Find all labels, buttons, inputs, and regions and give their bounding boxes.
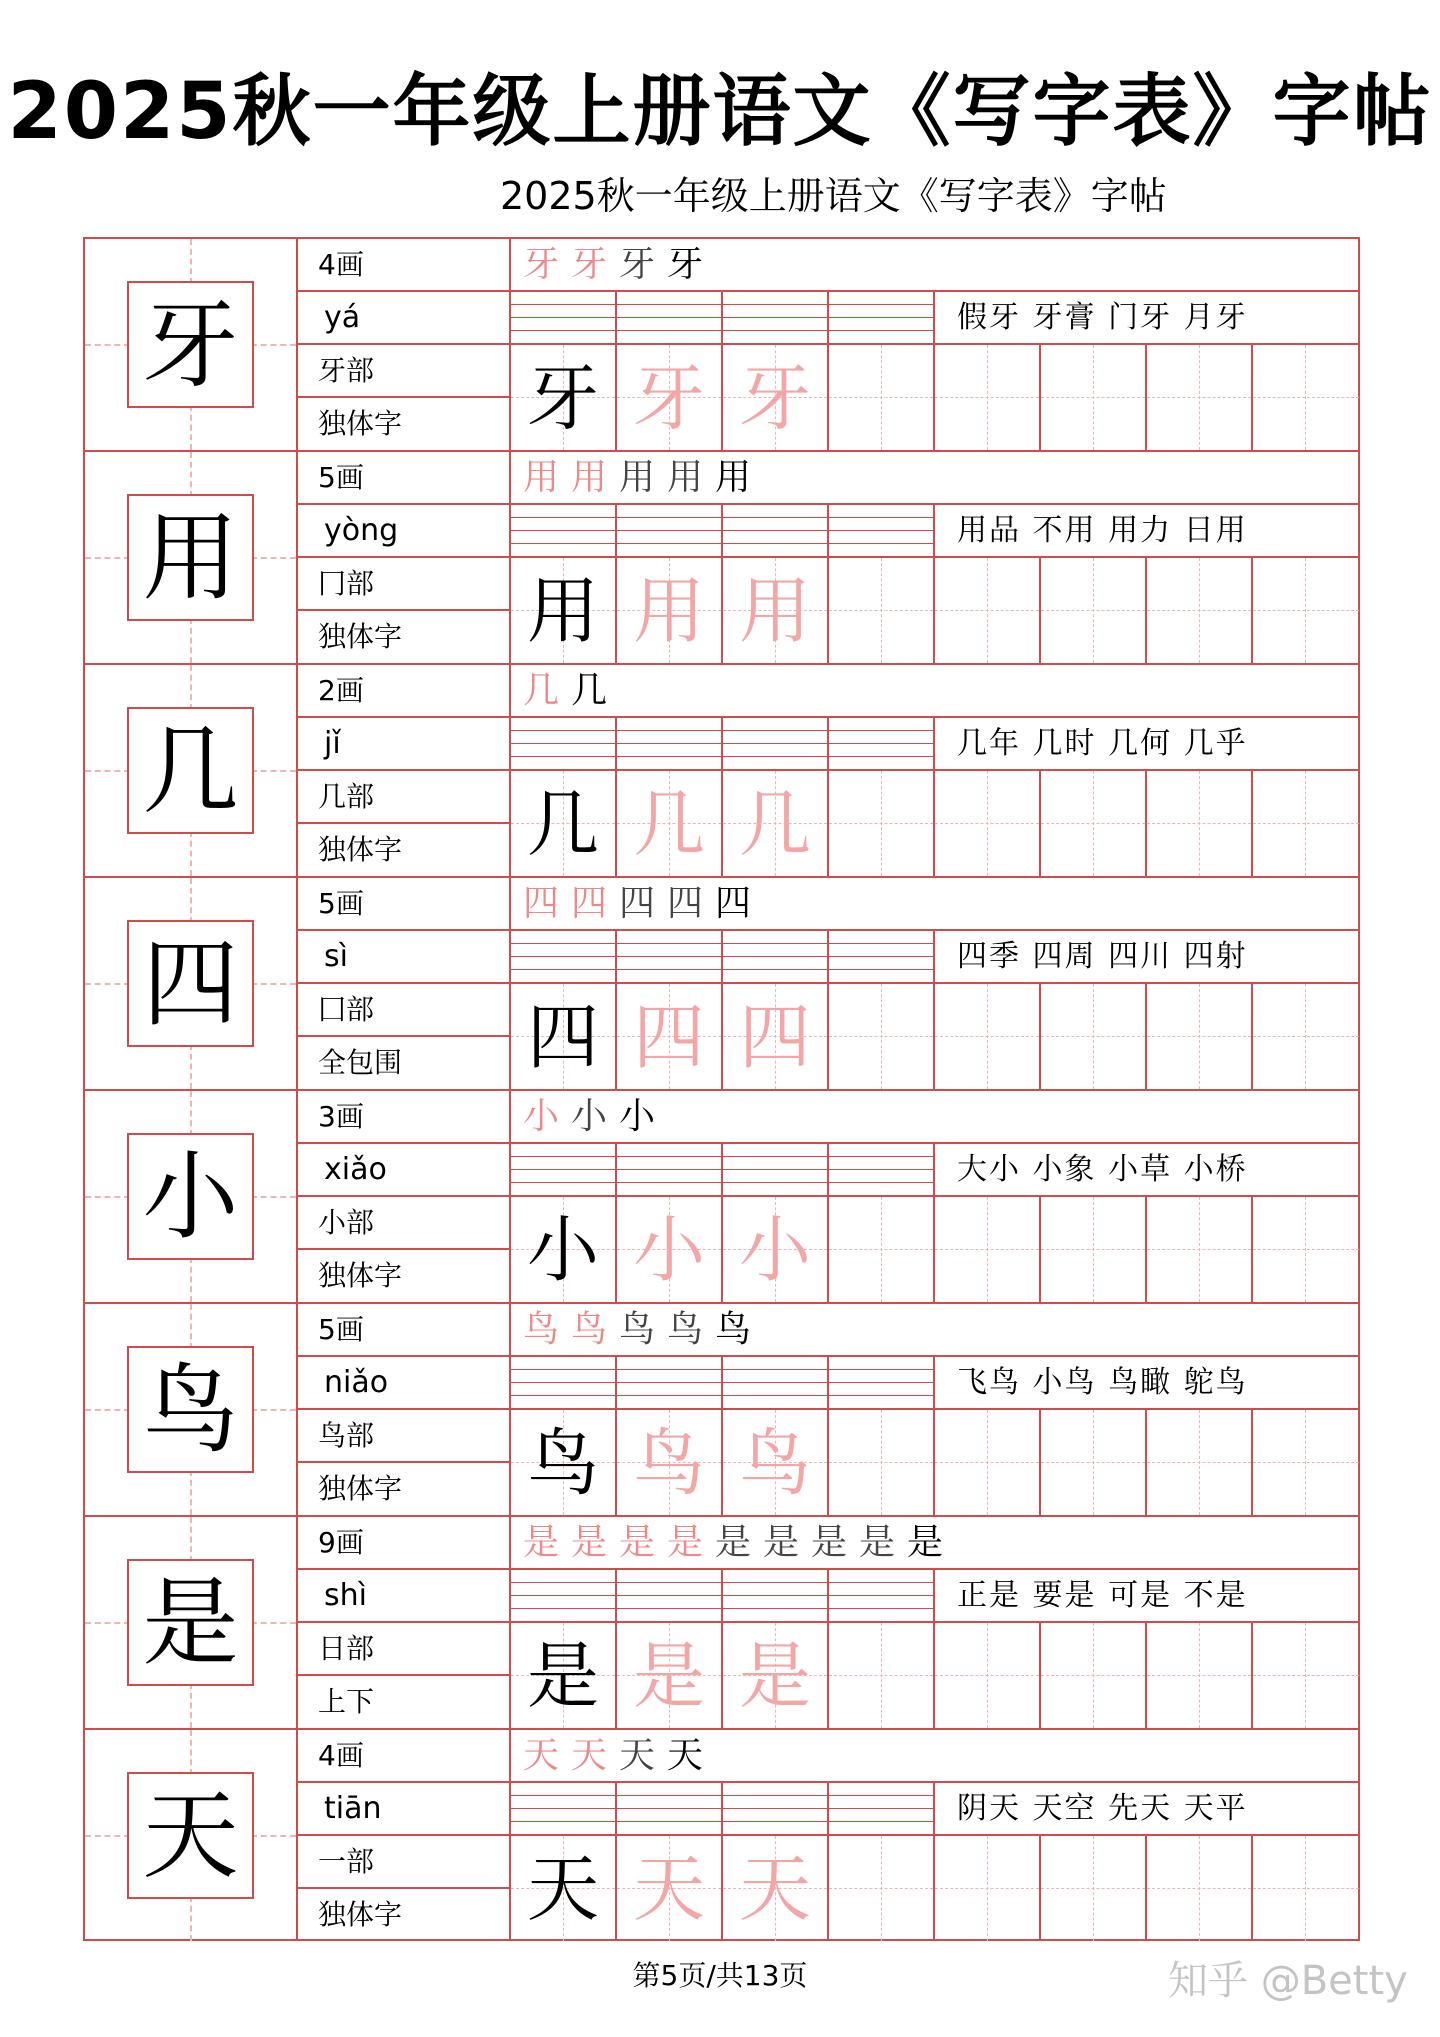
trace-character: 天 (632, 1846, 705, 1931)
stroke-order-step: 是 (762, 1522, 799, 1563)
stroke-count: 3画 (298, 1091, 509, 1144)
pinyin-writing-cell (723, 718, 829, 769)
pinyin-writing-cell (723, 931, 829, 982)
pinyin-writing-cell (617, 1144, 723, 1195)
trace-character: 用 (632, 568, 705, 653)
vocabulary-words: 用品 不用 用力 日用 (957, 513, 1248, 548)
pinyin-writing-cell (617, 1570, 723, 1621)
stroke-order-step: 鸟 (522, 1309, 559, 1350)
stroke-order-step: 是 (810, 1522, 847, 1563)
stroke-order-step: 鸟 (618, 1309, 655, 1350)
radical: 冂部 (298, 558, 509, 611)
character-entry (85, 452, 1358, 665)
stroke-order-step: 牙 (570, 244, 607, 285)
model-character: 鸟 (127, 1346, 254, 1473)
vocabulary-words: 四季 四周 四川 四射 (957, 939, 1248, 974)
writing-grid-row (511, 771, 1358, 876)
character-entry (85, 665, 1358, 878)
stroke-order-step: 是 (858, 1522, 895, 1563)
pinyin-writing-cell (829, 931, 935, 982)
trace-character: 牙 (632, 355, 705, 440)
stroke-count: 5画 (298, 452, 509, 505)
stroke-order-step: 用 (714, 457, 751, 498)
writing-grid-cell (511, 1197, 617, 1302)
pinyin-writing-cell (617, 718, 723, 769)
trace-character: 四 (632, 994, 705, 1079)
character-info (298, 452, 511, 663)
stroke-count: 9画 (298, 1517, 509, 1570)
example-character: 牙 (526, 355, 599, 440)
character-entry (85, 1730, 1358, 1943)
writing-grid-cell (723, 345, 829, 450)
writing-grid-cell (935, 345, 1041, 450)
stroke-order-step: 鸟 (666, 1309, 703, 1350)
vocabulary-words: 正是 要是 可是 不是 (957, 1578, 1248, 1613)
writing-grid-cell (829, 984, 935, 1089)
vocabulary-words: 假牙 牙膏 门牙 月牙 (957, 300, 1248, 335)
radical: 小部 (298, 1197, 509, 1250)
writing-grid-cell (1147, 1197, 1253, 1302)
writing-grid-cell (617, 1836, 723, 1941)
pinyin-writing-cell (829, 1357, 935, 1408)
character-entry (85, 1304, 1358, 1517)
writing-grid-cell (723, 1623, 829, 1728)
pinyin-row (511, 1144, 1358, 1197)
stroke-order-step: 牙 (522, 244, 559, 285)
writing-grid-cell (617, 1197, 723, 1302)
trace-character: 用 (738, 568, 811, 653)
writing-grid-cell (1253, 558, 1359, 663)
example-character: 四 (526, 994, 599, 1079)
pinyin-writing-cell (511, 505, 617, 556)
model-character-cell (85, 1730, 298, 1941)
radical: 日部 (298, 1623, 509, 1676)
pinyin-writing-cell (511, 1570, 617, 1621)
writing-grid-cell (723, 1197, 829, 1302)
pinyin-writing-cell (829, 718, 935, 769)
stroke-order-step: 四 (666, 883, 703, 924)
pinyin: sì (298, 931, 509, 984)
writing-grid-cell (1253, 1197, 1359, 1302)
writing-grid-cell (1253, 1836, 1359, 1941)
model-character: 四 (127, 920, 254, 1047)
radical: 囗部 (298, 984, 509, 1037)
model-character-cell (85, 1304, 298, 1515)
pinyin: shì (298, 1570, 509, 1623)
pinyin-writing-cell (723, 292, 829, 343)
pinyin-writing-cell (511, 931, 617, 982)
pinyin-writing-cell (617, 1783, 723, 1834)
trace-character: 几 (738, 781, 811, 866)
stroke-order-step: 是 (570, 1522, 607, 1563)
stroke-order-row (511, 1730, 1358, 1783)
copybook-sheet (83, 237, 1360, 1941)
writing-grid-cell (829, 1623, 935, 1728)
writing-grid-row (511, 1836, 1358, 1941)
practice-area (511, 878, 1358, 1089)
practice-area (511, 452, 1358, 663)
practice-area (511, 1304, 1358, 1515)
practice-area (511, 665, 1358, 876)
writing-grid-cell (723, 984, 829, 1089)
trace-character: 是 (632, 1633, 705, 1718)
model-character-cell (85, 239, 298, 450)
stroke-order-step: 四 (618, 883, 655, 924)
main-title: 2025秋一年级上册语文《写字表》字帖 (7, 67, 1433, 157)
radical: 牙部 (298, 345, 509, 398)
pinyin-row (511, 1570, 1358, 1623)
structure: 上下 (318, 1685, 375, 1718)
stroke-count: 4画 (298, 239, 509, 292)
trace-character: 鸟 (738, 1420, 811, 1505)
stroke-order-step: 是 (618, 1522, 655, 1563)
writing-grid-cell (1041, 558, 1147, 663)
writing-grid-cell (935, 771, 1041, 876)
trace-character: 鸟 (632, 1420, 705, 1505)
pinyin-writing-cell (723, 505, 829, 556)
model-character-cell (85, 665, 298, 876)
practice-area (511, 1517, 1358, 1728)
stroke-order-step: 是 (522, 1522, 559, 1563)
stroke-order-step: 小 (522, 1096, 559, 1137)
model-character: 天 (127, 1772, 254, 1899)
writing-grid-row (511, 345, 1358, 450)
pinyin: yá (298, 292, 509, 345)
vocabulary-words: 大小 小象 小草 小桥 (957, 1152, 1248, 1187)
writing-grid-cell (723, 1410, 829, 1515)
writing-grid-cell (1253, 345, 1359, 450)
practice-area (511, 1730, 1358, 1941)
pinyin-row (511, 505, 1358, 558)
stroke-order-row (511, 878, 1358, 931)
writing-grid-cell (1147, 345, 1253, 450)
character-info (298, 878, 511, 1089)
character-entry (85, 1517, 1358, 1730)
writing-grid-cell (829, 771, 935, 876)
watermark: 知乎 @Betty (1168, 1958, 1408, 2004)
writing-grid-cell (1147, 1410, 1253, 1515)
writing-grid-row (511, 1623, 1358, 1728)
writing-grid-row (511, 1410, 1358, 1515)
writing-grid-cell (1041, 1410, 1147, 1515)
stroke-order-step: 鸟 (714, 1309, 751, 1350)
pinyin-writing-cell (511, 1357, 617, 1408)
writing-grid-cell (723, 771, 829, 876)
pinyin-row (511, 1357, 1358, 1410)
character-entry (85, 1091, 1358, 1304)
writing-grid-cell (1253, 771, 1359, 876)
writing-grid-cell (935, 1836, 1041, 1941)
writing-grid-cell (1041, 1836, 1147, 1941)
practice-area (511, 239, 1358, 450)
structure: 独体字 (318, 833, 403, 866)
structure: 独体字 (318, 620, 403, 653)
writing-grid-cell (1147, 984, 1253, 1089)
writing-grid-cell (1041, 345, 1147, 450)
pinyin: jǐ (298, 718, 509, 771)
pinyin: tiān (298, 1783, 509, 1836)
writing-grid-cell (511, 345, 617, 450)
structure: 独体字 (318, 1472, 403, 1505)
stroke-order-step: 是 (714, 1522, 751, 1563)
stroke-order-row (511, 665, 1358, 718)
writing-grid-cell (1041, 1623, 1147, 1728)
stroke-order-step: 四 (522, 883, 559, 924)
model-character-cell (85, 1517, 298, 1728)
stroke-order-row (511, 239, 1358, 292)
writing-grid-cell (1253, 1410, 1359, 1515)
writing-grid-cell (1147, 1623, 1253, 1728)
model-character: 牙 (127, 281, 254, 408)
trace-character: 小 (738, 1207, 811, 1292)
model-character-cell (85, 452, 298, 663)
writing-grid-cell (1253, 984, 1359, 1089)
vocabulary-words: 几年 几时 几何 几乎 (957, 726, 1248, 761)
stroke-order-step: 天 (570, 1735, 607, 1776)
pinyin-writing-cell (723, 1570, 829, 1621)
writing-grid-cell (1147, 1836, 1253, 1941)
pinyin-row (511, 292, 1358, 345)
structure: 独体字 (318, 1259, 403, 1292)
trace-character: 小 (632, 1207, 705, 1292)
pinyin: xiǎo (298, 1144, 509, 1197)
stroke-order-step: 用 (570, 457, 607, 498)
structure: 全包围 (318, 1046, 403, 1079)
writing-grid-cell (617, 1623, 723, 1728)
pinyin-writing-cell (723, 1783, 829, 1834)
trace-character: 是 (738, 1633, 811, 1718)
stroke-order-step: 鸟 (570, 1309, 607, 1350)
trace-character: 几 (632, 781, 705, 866)
stroke-order-row (511, 1517, 1358, 1570)
writing-grid-cell (511, 771, 617, 876)
pinyin-row (511, 718, 1358, 771)
writing-grid-cell (511, 984, 617, 1089)
stroke-order-row (511, 452, 1358, 505)
writing-grid-row (511, 984, 1358, 1089)
model-character: 用 (127, 494, 254, 621)
writing-grid-cell (617, 558, 723, 663)
stroke-count: 5画 (298, 878, 509, 931)
character-info (298, 1517, 511, 1728)
pinyin-writing-cell (829, 1570, 935, 1621)
writing-grid-cell (617, 771, 723, 876)
stroke-order-step: 几 (522, 670, 559, 711)
pinyin-writing-cell (617, 292, 723, 343)
character-info (298, 1304, 511, 1515)
pinyin-writing-cell (617, 505, 723, 556)
example-character: 是 (526, 1633, 599, 1718)
vocabulary-words: 飞鸟 小鸟 鸟瞰 鸵鸟 (957, 1365, 1248, 1400)
writing-grid-cell (1041, 771, 1147, 876)
pinyin-writing-cell (511, 1144, 617, 1195)
writing-grid-cell (829, 558, 935, 663)
stroke-order-step: 牙 (618, 244, 655, 285)
pinyin: yòng (298, 505, 509, 558)
character-info (298, 1730, 511, 1941)
pinyin-row (511, 931, 1358, 984)
stroke-order-step: 用 (666, 457, 703, 498)
stroke-order-step: 天 (522, 1735, 559, 1776)
writing-grid-cell (1147, 558, 1253, 663)
pinyin-writing-cell (511, 718, 617, 769)
stroke-count: 4画 (298, 1730, 509, 1783)
radical: 几部 (298, 771, 509, 824)
writing-grid-cell (511, 1410, 617, 1515)
practice-area (511, 1091, 1358, 1302)
stroke-count: 5画 (298, 1304, 509, 1357)
trace-character: 牙 (738, 355, 811, 440)
stroke-order-step: 天 (666, 1735, 703, 1776)
writing-grid-cell (935, 1410, 1041, 1515)
writing-grid-cell (723, 1836, 829, 1941)
character-info (298, 239, 511, 450)
structure: 独体字 (318, 1898, 403, 1931)
sub-title: 2025秋一年级上册语文《写字表》字帖 (500, 174, 1167, 218)
example-character: 用 (526, 568, 599, 653)
vocabulary-words: 阴天 天空 先天 天平 (957, 1791, 1248, 1826)
writing-grid-cell (723, 558, 829, 663)
stroke-order-step: 用 (522, 457, 559, 498)
writing-grid-cell (1253, 1623, 1359, 1728)
pinyin: niǎo (298, 1357, 509, 1410)
page-number: 第5页/共13页 (632, 1959, 808, 1992)
stroke-order-step: 小 (618, 1096, 655, 1137)
example-character: 小 (526, 1207, 599, 1292)
pinyin-writing-cell (829, 505, 935, 556)
pinyin-writing-cell (829, 1144, 935, 1195)
model-character-cell (85, 1091, 298, 1302)
writing-grid-cell (829, 1410, 935, 1515)
trace-character: 四 (738, 994, 811, 1079)
stroke-order-step: 四 (714, 883, 751, 924)
pinyin-writing-cell (829, 292, 935, 343)
writing-grid-cell (829, 1836, 935, 1941)
writing-grid-row (511, 1197, 1358, 1302)
stroke-order-row (511, 1304, 1358, 1357)
stroke-order-step: 是 (906, 1522, 943, 1563)
stroke-order-step: 小 (570, 1096, 607, 1137)
pinyin-writing-cell (617, 931, 723, 982)
writing-grid-cell (829, 1197, 935, 1302)
pinyin-row (511, 1783, 1358, 1836)
example-character: 天 (526, 1846, 599, 1931)
writing-grid-cell (617, 345, 723, 450)
character-info (298, 665, 511, 876)
pinyin-writing-cell (511, 1783, 617, 1834)
writing-grid-cell (935, 1197, 1041, 1302)
writing-grid-cell (617, 1410, 723, 1515)
model-character: 是 (127, 1559, 254, 1686)
pinyin-writing-cell (723, 1357, 829, 1408)
writing-grid-cell (1041, 1197, 1147, 1302)
writing-grid-cell (1147, 771, 1253, 876)
pinyin-writing-cell (617, 1357, 723, 1408)
pinyin-writing-cell (511, 292, 617, 343)
stroke-order-step: 几 (570, 670, 607, 711)
writing-grid-cell (511, 558, 617, 663)
character-entry (85, 239, 1358, 452)
model-character: 小 (127, 1133, 254, 1260)
writing-grid-cell (1041, 984, 1147, 1089)
example-character: 几 (526, 781, 599, 866)
stroke-order-step: 是 (666, 1522, 703, 1563)
writing-grid-cell (829, 345, 935, 450)
structure: 独体字 (318, 407, 403, 440)
writing-grid-cell (935, 558, 1041, 663)
pinyin-writing-cell (829, 1783, 935, 1834)
stroke-order-step: 用 (618, 457, 655, 498)
stroke-order-step: 牙 (666, 244, 703, 285)
writing-grid-cell (511, 1623, 617, 1728)
pinyin-writing-cell (723, 1144, 829, 1195)
model-character: 几 (127, 707, 254, 834)
trace-character: 天 (738, 1846, 811, 1931)
character-info (298, 1091, 511, 1302)
stroke-order-step: 四 (570, 883, 607, 924)
example-character: 鸟 (526, 1420, 599, 1505)
writing-grid-row (511, 558, 1358, 663)
radical: 一部 (298, 1836, 509, 1889)
stroke-order-row (511, 1091, 1358, 1144)
stroke-order-step: 天 (618, 1735, 655, 1776)
writing-grid-cell (935, 984, 1041, 1089)
character-entry (85, 878, 1358, 1091)
stroke-count: 2画 (298, 665, 509, 718)
radical: 鸟部 (298, 1410, 509, 1463)
writing-grid-cell (511, 1836, 617, 1941)
writing-grid-cell (935, 1623, 1041, 1728)
model-character-cell (85, 878, 298, 1089)
writing-grid-cell (617, 984, 723, 1089)
